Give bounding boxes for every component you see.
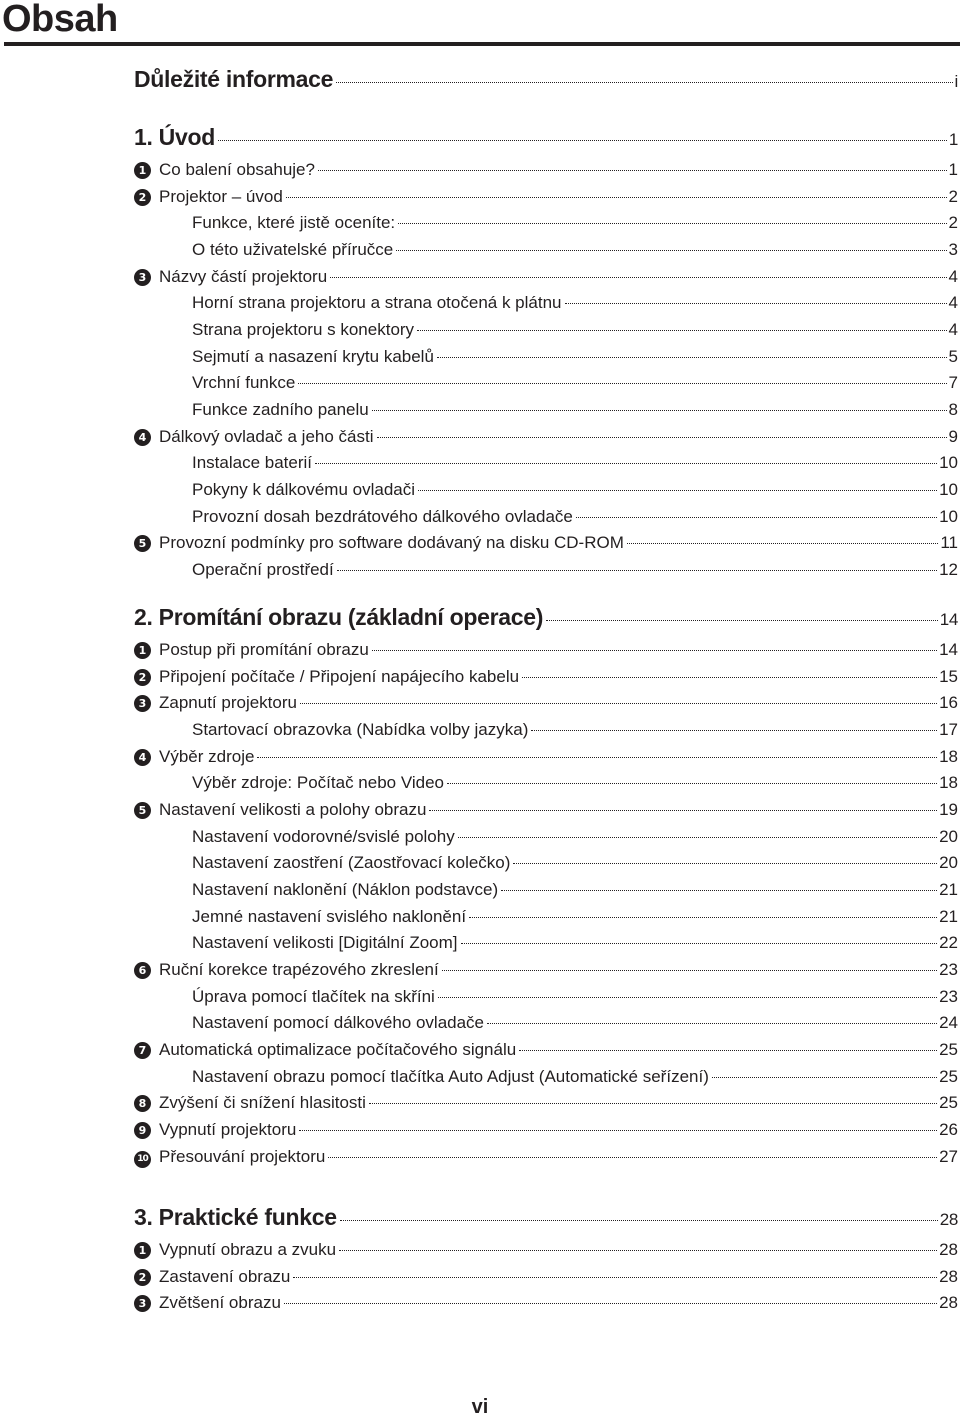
toc-entry-page: 23: [939, 959, 958, 979]
toc-entry-label: Strana projektoru s konektory: [192, 319, 415, 339]
dot-leader: [218, 140, 947, 141]
toc-entry-page: 19: [939, 799, 958, 819]
toc-entry-page: 10: [939, 506, 958, 526]
toc-entry-page: 20: [939, 826, 958, 846]
toc-entry-label: Startovací obrazovka (Nabídka volby jazyka): [192, 719, 529, 739]
toc-subentry[interactable]: [134, 240, 958, 260]
dot-leader: [315, 463, 937, 464]
toc-entry[interactable]: [134, 267, 958, 287]
toc-entry[interactable]: [134, 693, 958, 713]
toc-entry-page: 1: [948, 130, 958, 149]
dot-leader: [438, 997, 937, 998]
toc-entry-label: Zapnutí projektoru: [159, 693, 297, 713]
dot-leader: [565, 303, 947, 304]
toc-entry-page: 28: [939, 1240, 958, 1259]
toc-entry[interactable]: [134, 800, 958, 820]
toc-entry-label: Úprava pomocí tlačítek na skříni: [192, 986, 435, 1006]
dot-leader: [298, 383, 946, 384]
toc-entry-label: Přesouvání projektoru: [159, 1146, 326, 1166]
toc-entry-label: Provozní podmínky pro software dodávaný na disku CD-ROM: [159, 533, 624, 553]
toc-entry[interactable]: [134, 1120, 958, 1140]
toc-entry-page: 18: [939, 773, 958, 793]
toc-entry[interactable]: [134, 187, 958, 207]
dot-leader: [522, 677, 937, 678]
dot-leader: [330, 277, 946, 278]
toc-entry-page: 4: [948, 266, 958, 286]
toc-entry-page: 10: [939, 453, 958, 473]
toc-entry-page: 4: [948, 293, 958, 313]
toc-entry-label: 3. Praktické funkce: [134, 1204, 337, 1230]
toc-entry[interactable]: [134, 1293, 958, 1313]
toc-entry-label: Nastavení velikosti a polohy obrazu: [159, 799, 427, 819]
number-badge-icon: 1: [134, 162, 151, 179]
toc-entry-page: 17: [939, 719, 958, 739]
toc-section-heading[interactable]: [134, 124, 958, 151]
number-badge-icon: 8: [134, 1095, 151, 1112]
toc-entry-label: Důležité informace: [134, 66, 334, 92]
toc-entry-page: 23: [939, 986, 958, 1006]
toc-entry[interactable]: [134, 533, 958, 553]
dot-leader: [546, 620, 938, 621]
toc-section-heading[interactable]: [134, 604, 958, 631]
toc-entry-label: Výběr zdroje: [159, 746, 255, 766]
toc-section-heading[interactable]: [134, 1204, 958, 1231]
toc-entry-page: 12: [939, 559, 958, 579]
toc-entry-page: i: [954, 72, 958, 91]
dot-leader: [712, 1077, 937, 1078]
dot-leader: [293, 1277, 937, 1278]
toc-entry-label: Funkce, které jistě oceníte:: [192, 213, 396, 233]
number-badge-icon: 2: [134, 669, 151, 686]
toc-entry-page: 26: [939, 1119, 958, 1139]
dot-leader: [396, 250, 946, 251]
dot-leader: [458, 837, 937, 838]
dot-leader: [284, 1303, 937, 1304]
table-of-contents: [134, 0, 958, 1420]
number-badge-icon: 3: [134, 269, 151, 286]
dot-leader: [300, 703, 937, 704]
toc-entry-page: 11: [940, 533, 958, 553]
toc-entry-page: 28: [939, 1266, 958, 1286]
toc-entry-label: Postup při promítání obrazu: [159, 640, 369, 659]
dot-leader: [519, 1050, 937, 1051]
toc-subentry[interactable]: [134, 213, 958, 233]
toc-entry-label: Připojení počítače / Připojení napájecího kabelu: [159, 666, 520, 686]
toc-entry[interactable]: [134, 1240, 958, 1260]
toc-entry-label: Horní strana projektoru a strana otočená k plátnu: [192, 293, 562, 313]
toc-entry[interactable]: [134, 427, 958, 447]
toc-entry-page: 10: [939, 479, 958, 499]
dot-leader: [340, 1220, 938, 1221]
toc-entry-label: Pokyny k dálkovému ovladači: [192, 479, 416, 499]
dot-leader: [418, 490, 937, 491]
number-badge-icon: 4: [134, 749, 151, 766]
number-badge-icon: 6: [134, 962, 151, 979]
dot-leader: [437, 357, 947, 358]
toc-entry-page: 2: [948, 213, 958, 233]
toc-subentry[interactable]: [134, 453, 958, 473]
toc-entry-page: 20: [939, 853, 958, 873]
toc-entry-page: 24: [939, 1013, 958, 1033]
toc-entry[interactable]: [134, 747, 958, 767]
toc-entry-label: Zvýšení či snížení hlasitosti: [159, 1093, 366, 1113]
toc-entry[interactable]: [134, 960, 958, 980]
toc-entry-important[interactable]: [134, 66, 958, 93]
dot-leader: [461, 943, 938, 944]
dot-leader: [337, 570, 937, 571]
dot-leader: [576, 517, 937, 518]
toc-entry-label: Názvy částí projektoru: [159, 266, 328, 286]
dot-leader: [447, 783, 937, 784]
toc-entry-label: Sejmutí a nasazení krytu kabelů: [192, 346, 434, 366]
toc-entry-page: 5: [948, 346, 958, 366]
dot-leader: [336, 82, 952, 83]
toc-entry-label: Jemné nastavení svislého naklonění: [192, 906, 467, 926]
number-badge-icon: 5: [134, 535, 151, 552]
toc-entry[interactable]: [134, 1093, 958, 1113]
toc-entry-label: Vrchní funkce: [192, 373, 296, 393]
toc-entry-page: 25: [939, 1093, 958, 1113]
toc-entry[interactable]: [134, 1267, 958, 1287]
dot-leader: [501, 890, 937, 891]
number-badge-icon: 7: [134, 1042, 151, 1059]
dot-leader: [487, 1023, 937, 1024]
number-badge-icon: 2: [134, 189, 151, 206]
page-title: Obsah: [2, 0, 118, 40]
toc-entry-page: 28: [939, 1210, 958, 1229]
dot-leader: [369, 1103, 937, 1104]
dot-leader: [299, 1130, 937, 1131]
toc-entry-label: Dálkový ovladač a jeho části: [159, 426, 374, 446]
toc-entry-page: 3: [948, 239, 958, 259]
toc-entry-page: 14: [939, 610, 958, 629]
toc-entry[interactable]: [134, 160, 958, 180]
toc-entry-label: O této uživatelské příručce: [192, 239, 394, 259]
toc-entry[interactable]: [134, 667, 958, 687]
toc-entry-page: 21: [939, 879, 958, 899]
toc-entry-label: Zastavení obrazu: [159, 1266, 291, 1286]
toc-entry-label: Automatická optimalizace počítačového signálu: [159, 1039, 517, 1059]
toc-entry-label: Nastavení vodorovné/svislé polohy: [192, 826, 455, 846]
toc-entry-page: 14: [939, 640, 958, 659]
dot-leader: [442, 970, 937, 971]
toc-subentry[interactable]: [134, 827, 958, 847]
number-badge-icon: 3: [134, 1295, 151, 1312]
toc-entry-page: 21: [939, 906, 958, 926]
toc-subentry[interactable]: [134, 933, 958, 953]
toc-entry-page: 2: [948, 186, 958, 206]
toc-subentry[interactable]: [134, 400, 958, 420]
toc-entry-label: Funkce zadního panelu: [192, 399, 369, 419]
toc-entry-label: Operační prostředí: [192, 559, 334, 579]
toc-subentry[interactable]: [134, 560, 958, 580]
toc-entry-label: Nastavení zaostření (Zaostřovací kolečko): [192, 853, 511, 873]
toc-entry-label: Vypnutí projektoru: [159, 1119, 297, 1139]
dot-leader: [318, 170, 947, 171]
dot-leader: [377, 437, 947, 438]
toc-entry-page: 27: [939, 1146, 958, 1166]
toc-entry-page: 22: [939, 933, 958, 953]
toc-entry-label: Co balení obsahuje?: [159, 160, 315, 179]
toc-subentry[interactable]: [134, 507, 958, 527]
toc-entry-label: Nastavení obrazu pomocí tlačítka Auto Adjust (Automatické seřízení): [192, 1066, 709, 1086]
number-badge-icon: 3: [134, 695, 151, 712]
toc-entry-label: Projektor – úvod: [159, 186, 283, 206]
dot-leader: [257, 757, 937, 758]
toc-entry-page: 9: [948, 426, 958, 446]
toc-entry-page: 4: [948, 319, 958, 339]
dot-leader: [372, 650, 937, 651]
dot-leader: [531, 730, 937, 731]
toc-entry-label: Vypnutí obrazu a zvuku: [159, 1240, 337, 1259]
toc-entry-page: 16: [939, 693, 958, 713]
toc-subentry[interactable]: [134, 907, 958, 927]
dot-leader: [513, 863, 937, 864]
toc-entry-label: Instalace baterií: [192, 453, 313, 473]
toc-subentry[interactable]: [134, 293, 958, 313]
toc-subentry[interactable]: [134, 480, 958, 500]
toc-subentry[interactable]: [134, 320, 958, 340]
toc-entry-label: Výběr zdroje: Počítač nebo Video: [192, 773, 445, 793]
toc-entry-label: Nastavení pomocí dálkového ovladače: [192, 1013, 485, 1033]
toc-subentry[interactable]: [134, 880, 958, 900]
toc-entry-page: 1: [948, 160, 958, 179]
toc-entry-page: 15: [939, 666, 958, 686]
dot-leader: [286, 197, 947, 198]
number-badge-icon: 4: [134, 429, 151, 446]
dot-leader: [398, 223, 946, 224]
toc-subentry[interactable]: [134, 987, 958, 1007]
toc-entry-page: 28: [939, 1293, 958, 1313]
dot-leader: [328, 1157, 937, 1158]
toc-entry-page: 18: [939, 746, 958, 766]
toc-subentry[interactable]: [134, 373, 958, 393]
number-badge-icon: 2: [134, 1269, 151, 1286]
number-badge-icon: 10: [134, 1151, 151, 1168]
dot-leader: [429, 810, 937, 811]
dot-leader: [339, 1250, 937, 1251]
toc-entry-label: Provozní dosah bezdrátového dálkového ovladače: [192, 506, 573, 526]
toc-entry[interactable]: [134, 1147, 958, 1169]
dot-leader: [627, 543, 938, 544]
toc-entry-page: 8: [948, 399, 958, 419]
toc-entry-page: 7: [948, 373, 958, 393]
number-badge-icon: 1: [134, 1242, 151, 1259]
toc-entry[interactable]: [134, 1040, 958, 1060]
toc-subentry[interactable]: [134, 853, 958, 873]
dot-leader: [372, 410, 947, 411]
toc-subentry[interactable]: [134, 347, 958, 367]
toc-subentry[interactable]: [134, 720, 958, 740]
toc-entry-label: Ruční korekce trapézového zkreslení: [159, 959, 439, 979]
number-badge-icon: 5: [134, 802, 151, 819]
toc-entry-label: Nastavení naklonění (Náklon podstavce): [192, 879, 499, 899]
toc-entry-label: Nastavení velikosti [Digitální Zoom]: [192, 933, 458, 953]
toc-entry-label: Zvětšení obrazu: [159, 1293, 281, 1313]
page-number: vi: [471, 1396, 489, 1418]
toc-subentry[interactable]: [134, 1013, 958, 1033]
toc-entry-page: 25: [939, 1066, 958, 1086]
toc-subentry[interactable]: [134, 773, 958, 793]
toc-entry-label: 2. Promítání obrazu (základní operace): [134, 604, 544, 630]
toc-entry[interactable]: [134, 640, 958, 660]
toc-subentry[interactable]: [134, 1067, 958, 1087]
toc-entry-page: 25: [939, 1039, 958, 1059]
dot-leader: [417, 330, 946, 331]
dot-leader: [469, 917, 937, 918]
number-badge-icon: 9: [134, 1122, 151, 1139]
toc-entry-label: 1. Úvod: [134, 124, 215, 150]
number-badge-icon: 1: [134, 642, 151, 659]
